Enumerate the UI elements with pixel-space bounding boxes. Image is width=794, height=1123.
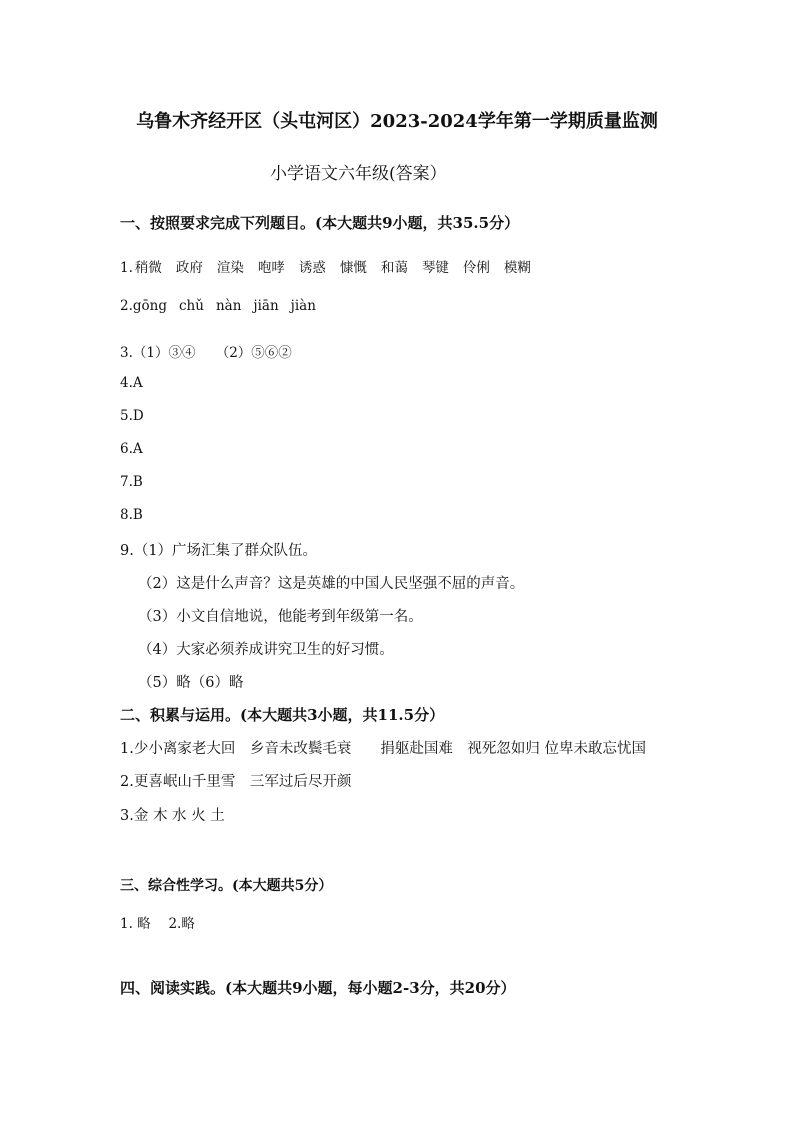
answer-5: 5.D bbox=[120, 408, 144, 424]
word-item: 琴键 bbox=[421, 260, 449, 276]
word-item: 稍微 bbox=[134, 260, 162, 276]
answer-9-1: 9.（1）广场汇集了群众队伍。 bbox=[120, 543, 318, 559]
pinyin-item: nàn bbox=[215, 298, 242, 314]
answer-9-2: （2）这是什么声音？这是英雄的中国人民坚强不屈的声音。 bbox=[138, 576, 525, 592]
section-3-heading: 三、综合性学习。(本大题共5分） bbox=[120, 878, 333, 894]
word-item: 慷慨 bbox=[339, 260, 367, 276]
section-4-heading: 四、阅读实践。(本大题共9小题，每小题2-3分，共20分） bbox=[120, 979, 516, 997]
document-subtitle: 小学语文六年级(答案） bbox=[270, 164, 447, 184]
pinyin-item: jiàn bbox=[290, 298, 316, 314]
answer-1-prefix: 1. bbox=[120, 260, 133, 276]
pinyin-item: chǔ bbox=[179, 298, 204, 314]
section-2-answer-2: 2.更喜岷山千里雪 三军过后尽开颜 bbox=[120, 774, 352, 790]
word-item: 和蔼 bbox=[380, 260, 408, 276]
word-item: 政府 bbox=[175, 260, 203, 276]
word-item: 渲染 bbox=[216, 260, 244, 276]
answer-1 bbox=[120, 256, 545, 276]
section-2-heading: 二、积累与运用。(本大题共3小题，共11.5分） bbox=[120, 706, 445, 724]
section-1-heading: 一、按照要求完成下列题目。(本大题共9小题，共35.5分） bbox=[120, 214, 520, 232]
word-item: 伶俐 bbox=[462, 260, 490, 276]
section-2-answer-1: 1.少小离家老大回 乡音未改鬓毛衰 捐躯赴国难 视死忽如归 位卑未敢忘忧国 bbox=[120, 741, 646, 757]
answer-3: 3.（1）③④ （2）⑤⑥② bbox=[120, 345, 292, 361]
answer-4: 4.A bbox=[120, 375, 143, 391]
answer-7: 7.B bbox=[120, 474, 143, 490]
word-item: 咆哮 bbox=[257, 260, 285, 276]
word-item: 模糊 bbox=[503, 260, 531, 276]
section-3-answer-1: 1. 略 2.略 bbox=[120, 916, 195, 932]
document-title: 乌鲁木齐经开区（头屯河区）2023-2024学年第一学期质量监测 bbox=[136, 111, 658, 132]
word-item: 诱惑 bbox=[298, 260, 326, 276]
answer-2 bbox=[120, 298, 328, 314]
answer-9-4: （4）大家必须养成讲究卫生的好习惯。 bbox=[138, 642, 394, 658]
answer-9-5: （5）略（6）略 bbox=[138, 675, 244, 691]
pinyin-item: gōng bbox=[132, 298, 167, 314]
pinyin-item: jiān bbox=[253, 298, 279, 314]
answer-2-prefix: 2. bbox=[120, 298, 133, 314]
answer-6: 6.A bbox=[120, 441, 143, 457]
answer-9-3: （3）小文自信地说，他能考到年级第一名。 bbox=[138, 609, 423, 625]
section-2-answer-3: 3.金 木 水 火 土 bbox=[120, 808, 225, 824]
answer-8: 8.B bbox=[120, 507, 143, 523]
